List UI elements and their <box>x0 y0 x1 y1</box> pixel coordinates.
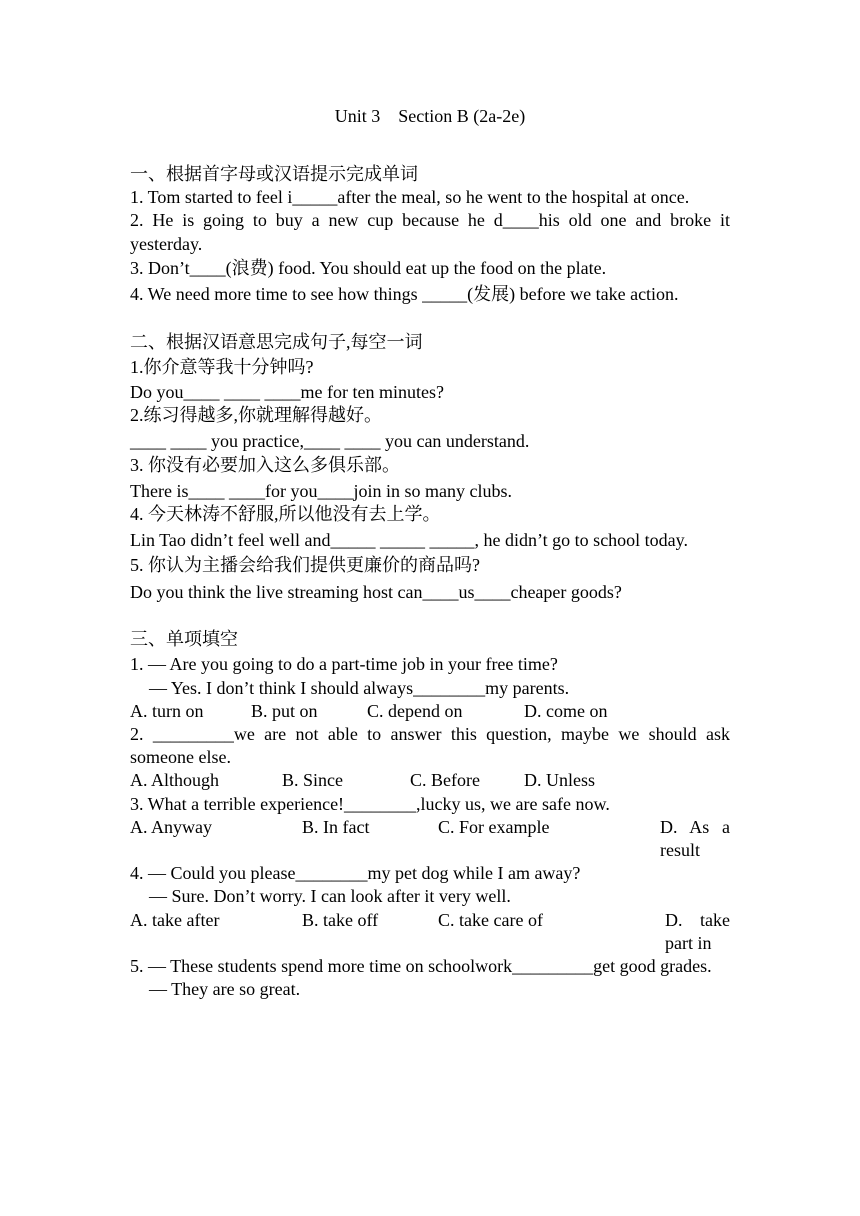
page-title: Unit 3 Section B (2a-2e) <box>334 106 526 126</box>
worksheet-content <box>130 163 730 1001</box>
s3-q1-option-c: C. depend on <box>367 700 463 721</box>
s3-q1-option-b: B. put on <box>251 700 318 721</box>
s3-q1-option-a: A. turn on <box>130 700 204 721</box>
section-2-heading: 二、根据汉语意思完成句子,每空一词 <box>130 331 423 352</box>
s3-q4-option-c: C. take care of <box>438 909 543 930</box>
s2-q3-english: There is____ ____for you____join in so many clubs. <box>130 480 512 501</box>
s3-q3-option-d: D. As a result <box>660 816 730 861</box>
s3-q4-options <box>130 909 730 955</box>
s3-q3-option-b: B. In fact <box>302 816 370 837</box>
s3-q3-option-a: A. Anyway <box>130 816 212 837</box>
section-1 <box>130 163 730 306</box>
s3-q2-option-a: A. Although <box>130 770 220 791</box>
s2-q2-chinese: 2.练习得越多,你就理解得越好。 <box>130 405 382 426</box>
section-1-heading: 一、根据首字母或汉语提示完成单词 <box>130 164 418 184</box>
s3-q2-stem: 2. _________we are not able to answer this question, maybe we should ask someone else. <box>130 724 730 768</box>
s3-q3-option-c: C. For example <box>438 816 550 837</box>
s3-q1-line1: 1. — Are you going to do a part-time job in your free time? <box>130 654 558 675</box>
section-2 <box>130 331 730 604</box>
s1-question-2: 2. He is going to buy a new cup because he d____his old one and broke it yesterday. <box>130 210 730 254</box>
s1-question-3: 3. Don’t____(浪费) food. You should eat up the food on the plate. <box>130 257 607 278</box>
s2-q4-english: Lin Tao didn’t feel well and_____ _____ _____, he didn’t go to school today. <box>130 530 688 551</box>
s3-q5-line2: — They are so great. <box>149 979 301 1000</box>
s3-q4-option-a: A. take after <box>130 909 220 930</box>
s3-q5-stem: 5. — These students spend more time on schoolwork_________get good grades. <box>130 956 712 977</box>
s3-q2-option-c: C. Before <box>410 770 480 791</box>
section-3-heading: 三、单项填空 <box>130 629 238 650</box>
s3-q1-options <box>130 700 730 723</box>
s3-q2-option-b: B. Since <box>282 770 343 791</box>
s3-q4-option-d: D. take part in <box>665 909 730 953</box>
s2-q1-chinese: 1.你介意等我十分钟吗? <box>130 356 314 377</box>
s3-q2-option-d: D. Unless <box>524 770 595 791</box>
s2-q3-chinese: 3. 你没有必要加入这么多俱乐部。 <box>130 454 400 475</box>
s2-q1-english: Do you____ ____ ____me for ten minutes? <box>130 382 444 403</box>
s2-q5-english: Do you think the live streaming host can____us____cheaper goods? <box>130 581 622 602</box>
s3-q1-option-d: D. come on <box>524 700 608 721</box>
section-3 <box>130 628 730 1001</box>
s3-q4-line1: 4. — Could you please________my pet dog while I am away? <box>130 863 581 884</box>
s3-q4-line2: — Sure. Don’t worry. I can look after it very well. <box>149 886 511 907</box>
s3-q4-option-b: B. take off <box>302 909 379 930</box>
s1-question-1: 1. Tom started to feel i_____after the meal, so he went to the hospital at once. <box>130 187 690 208</box>
s3-q3-stem: 3. What a terrible experience!________,lucky us, we are safe now. <box>130 793 610 814</box>
s2-q4-chinese: 4. 今天林涛不舒服,所以他没有去上学。 <box>130 504 441 525</box>
s1-question-4: 4. We need more time to see how things _____(发展) before we take action. <box>130 284 679 305</box>
s3-q3-options <box>130 816 730 862</box>
s2-q2-english: ____ ____ you practice,____ ____ you can understand. <box>130 431 530 452</box>
s2-q5-chinese: 5. 你认为主播会给我们提供更廉价的商品吗? <box>130 555 480 576</box>
s3-q2-options <box>130 769 730 792</box>
s3-q1-line2: — Yes. I don’t think I should always________my parents. <box>149 677 570 698</box>
